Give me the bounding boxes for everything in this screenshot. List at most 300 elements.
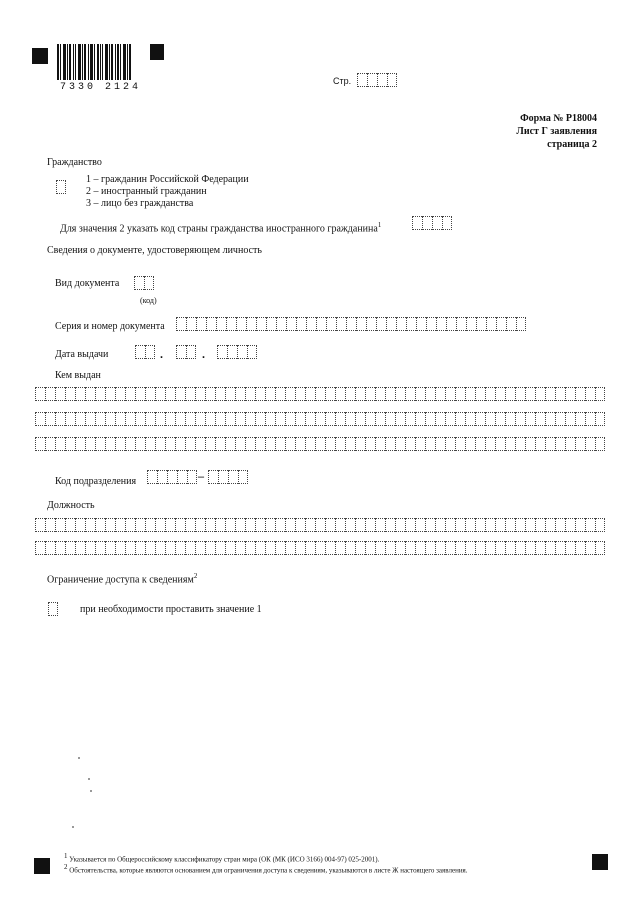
entry-cell[interactable] bbox=[175, 387, 185, 401]
entry-cell[interactable] bbox=[115, 437, 125, 451]
entry-cell[interactable] bbox=[238, 470, 248, 484]
entry-cell[interactable] bbox=[525, 437, 535, 451]
entry-cell[interactable] bbox=[75, 387, 85, 401]
entry-cell[interactable] bbox=[595, 412, 605, 426]
entry-cell[interactable] bbox=[176, 345, 186, 359]
entry-cell[interactable] bbox=[495, 412, 505, 426]
entry-cell[interactable] bbox=[315, 412, 325, 426]
entry-cell[interactable] bbox=[535, 387, 545, 401]
entry-cell[interactable] bbox=[195, 541, 205, 555]
entry-cell[interactable] bbox=[175, 541, 185, 555]
entry-cell[interactable] bbox=[505, 412, 515, 426]
entry-cell[interactable] bbox=[235, 518, 245, 532]
entry-cell[interactable] bbox=[305, 412, 315, 426]
entry-cell[interactable] bbox=[296, 317, 306, 331]
entry-cell[interactable] bbox=[196, 317, 206, 331]
entry-cell[interactable] bbox=[395, 541, 405, 555]
entry-cell[interactable] bbox=[367, 73, 377, 87]
entry-cell[interactable] bbox=[205, 518, 215, 532]
entry-cell[interactable] bbox=[375, 387, 385, 401]
entry-cell[interactable] bbox=[255, 437, 265, 451]
entry-cell[interactable] bbox=[175, 437, 185, 451]
entry-cell[interactable] bbox=[35, 387, 45, 401]
entry-cell[interactable] bbox=[595, 541, 605, 555]
entry-cell[interactable] bbox=[305, 437, 315, 451]
entry-cell[interactable] bbox=[195, 518, 205, 532]
entry-cell[interactable] bbox=[515, 518, 525, 532]
entry-cell[interactable] bbox=[387, 73, 397, 87]
entry-cell[interactable] bbox=[165, 541, 175, 555]
entry-cell[interactable] bbox=[575, 387, 585, 401]
entry-cell[interactable] bbox=[315, 437, 325, 451]
entry-cell[interactable] bbox=[35, 541, 45, 555]
entry-cell[interactable] bbox=[415, 541, 425, 555]
entry-cell[interactable] bbox=[305, 541, 315, 555]
entry-cell[interactable] bbox=[345, 437, 355, 451]
entry-cell[interactable] bbox=[375, 437, 385, 451]
entry-cell[interactable] bbox=[485, 412, 495, 426]
entry-cell[interactable] bbox=[145, 541, 155, 555]
entry-cell[interactable] bbox=[415, 387, 425, 401]
entry-cell[interactable] bbox=[445, 412, 455, 426]
entry-cell[interactable] bbox=[295, 518, 305, 532]
entry-cell[interactable] bbox=[545, 437, 555, 451]
entry-cell[interactable] bbox=[55, 412, 65, 426]
entry-cell[interactable] bbox=[445, 437, 455, 451]
issued-by-row-3[interactable] bbox=[35, 437, 605, 451]
entry-cell[interactable] bbox=[55, 541, 65, 555]
entry-cell[interactable] bbox=[285, 387, 295, 401]
entry-cell[interactable] bbox=[406, 317, 416, 331]
entry-cell[interactable] bbox=[295, 541, 305, 555]
entry-cell[interactable] bbox=[377, 73, 387, 87]
entry-cell[interactable] bbox=[145, 518, 155, 532]
entry-cell[interactable] bbox=[215, 437, 225, 451]
entry-cell[interactable] bbox=[155, 437, 165, 451]
entry-cell[interactable] bbox=[205, 437, 215, 451]
entry-cell[interactable] bbox=[585, 437, 595, 451]
entry-cell[interactable] bbox=[135, 345, 145, 359]
entry-cell[interactable] bbox=[225, 412, 235, 426]
entry-cell[interactable] bbox=[365, 518, 375, 532]
entry-cell[interactable] bbox=[185, 518, 195, 532]
entry-cell[interactable] bbox=[385, 518, 395, 532]
entry-cell[interactable] bbox=[56, 180, 66, 194]
entry-cell[interactable] bbox=[385, 541, 395, 555]
entry-cell[interactable] bbox=[495, 541, 505, 555]
entry-cell[interactable] bbox=[75, 518, 85, 532]
entry-cell[interactable] bbox=[165, 412, 175, 426]
entry-cell[interactable] bbox=[265, 541, 275, 555]
entry-cell[interactable] bbox=[85, 541, 95, 555]
entry-cell[interactable] bbox=[135, 518, 145, 532]
entry-cell[interactable] bbox=[176, 317, 186, 331]
country-code-cells[interactable] bbox=[412, 216, 452, 230]
entry-cell[interactable] bbox=[185, 412, 195, 426]
entry-cell[interactable] bbox=[496, 317, 506, 331]
entry-cell[interactable] bbox=[225, 518, 235, 532]
entry-cell[interactable] bbox=[218, 470, 228, 484]
entry-cell[interactable] bbox=[285, 437, 295, 451]
entry-cell[interactable] bbox=[295, 387, 305, 401]
entry-cell[interactable] bbox=[485, 518, 495, 532]
entry-cell[interactable] bbox=[415, 437, 425, 451]
entry-cell[interactable] bbox=[255, 518, 265, 532]
entry-cell[interactable] bbox=[75, 541, 85, 555]
entry-cell[interactable] bbox=[95, 437, 105, 451]
entry-cell[interactable] bbox=[435, 541, 445, 555]
entry-cell[interactable] bbox=[235, 412, 245, 426]
entry-cell[interactable] bbox=[275, 387, 285, 401]
entry-cell[interactable] bbox=[35, 412, 45, 426]
entry-cell[interactable] bbox=[246, 317, 256, 331]
entry-cell[interactable] bbox=[205, 412, 215, 426]
entry-cell[interactable] bbox=[425, 518, 435, 532]
entry-cell[interactable] bbox=[495, 387, 505, 401]
entry-cell[interactable] bbox=[235, 437, 245, 451]
entry-cell[interactable] bbox=[525, 412, 535, 426]
entry-cell[interactable] bbox=[225, 437, 235, 451]
entry-cell[interactable] bbox=[385, 387, 395, 401]
entry-cell[interactable] bbox=[585, 518, 595, 532]
entry-cell[interactable] bbox=[565, 541, 575, 555]
entry-cell[interactable] bbox=[585, 412, 595, 426]
entry-cell[interactable] bbox=[355, 437, 365, 451]
entry-cell[interactable] bbox=[435, 387, 445, 401]
entry-cell[interactable] bbox=[455, 518, 465, 532]
entry-cell[interactable] bbox=[575, 412, 585, 426]
entry-cell[interactable] bbox=[595, 437, 605, 451]
entry-cell[interactable] bbox=[266, 317, 276, 331]
entry-cell[interactable] bbox=[445, 387, 455, 401]
entry-cell[interactable] bbox=[315, 541, 325, 555]
entry-cell[interactable] bbox=[135, 541, 145, 555]
entry-cell[interactable] bbox=[165, 518, 175, 532]
entry-cell[interactable] bbox=[45, 387, 55, 401]
entry-cell[interactable] bbox=[45, 518, 55, 532]
entry-cell[interactable] bbox=[335, 437, 345, 451]
entry-cell[interactable] bbox=[515, 541, 525, 555]
entry-cell[interactable] bbox=[115, 518, 125, 532]
entry-cell[interactable] bbox=[345, 518, 355, 532]
entry-cell[interactable] bbox=[395, 518, 405, 532]
entry-cell[interactable] bbox=[55, 387, 65, 401]
entry-cell[interactable] bbox=[405, 412, 415, 426]
entry-cell[interactable] bbox=[445, 541, 455, 555]
entry-cell[interactable] bbox=[475, 437, 485, 451]
entry-cell[interactable] bbox=[95, 541, 105, 555]
entry-cell[interactable] bbox=[286, 317, 296, 331]
entry-cell[interactable] bbox=[335, 412, 345, 426]
entry-cell[interactable] bbox=[215, 541, 225, 555]
entry-cell[interactable] bbox=[405, 541, 415, 555]
entry-cell[interactable] bbox=[475, 412, 485, 426]
entry-cell[interactable] bbox=[355, 387, 365, 401]
entry-cell[interactable] bbox=[175, 412, 185, 426]
entry-cell[interactable] bbox=[105, 387, 115, 401]
entry-cell[interactable] bbox=[155, 412, 165, 426]
entry-cell[interactable] bbox=[206, 317, 216, 331]
entry-cell[interactable] bbox=[65, 387, 75, 401]
entry-cell[interactable] bbox=[235, 541, 245, 555]
entry-cell[interactable] bbox=[455, 387, 465, 401]
entry-cell[interactable] bbox=[375, 518, 385, 532]
entry-cell[interactable] bbox=[105, 437, 115, 451]
entry-cell[interactable] bbox=[228, 470, 238, 484]
entry-cell[interactable] bbox=[485, 437, 495, 451]
entry-cell[interactable] bbox=[48, 602, 58, 616]
entry-cell[interactable] bbox=[325, 412, 335, 426]
entry-cell[interactable] bbox=[45, 541, 55, 555]
entry-cell[interactable] bbox=[465, 412, 475, 426]
entry-cell[interactable] bbox=[595, 518, 605, 532]
entry-cell[interactable] bbox=[205, 387, 215, 401]
entry-cell[interactable] bbox=[105, 518, 115, 532]
entry-cell[interactable] bbox=[255, 541, 265, 555]
entry-cell[interactable] bbox=[465, 437, 475, 451]
entry-cell[interactable] bbox=[335, 518, 345, 532]
entry-cell[interactable] bbox=[145, 412, 155, 426]
entry-cell[interactable] bbox=[285, 541, 295, 555]
entry-cell[interactable] bbox=[35, 518, 45, 532]
series-number-cells[interactable] bbox=[176, 317, 526, 331]
entry-cell[interactable] bbox=[345, 412, 355, 426]
entry-cell[interactable] bbox=[325, 387, 335, 401]
entry-cell[interactable] bbox=[476, 317, 486, 331]
entry-cell[interactable] bbox=[355, 518, 365, 532]
entry-cell[interactable] bbox=[105, 412, 115, 426]
entry-cell[interactable] bbox=[335, 387, 345, 401]
entry-cell[interactable] bbox=[226, 317, 236, 331]
entry-cell[interactable] bbox=[335, 541, 345, 555]
entry-cell[interactable] bbox=[45, 437, 55, 451]
entry-cell[interactable] bbox=[175, 518, 185, 532]
entry-cell[interactable] bbox=[115, 541, 125, 555]
entry-cell[interactable] bbox=[595, 387, 605, 401]
entry-cell[interactable] bbox=[125, 541, 135, 555]
entry-cell[interactable] bbox=[95, 387, 105, 401]
entry-cell[interactable] bbox=[486, 317, 496, 331]
entry-cell[interactable] bbox=[445, 518, 455, 532]
entry-cell[interactable] bbox=[475, 518, 485, 532]
entry-cell[interactable] bbox=[187, 470, 197, 484]
entry-cell[interactable] bbox=[465, 387, 475, 401]
entry-cell[interactable] bbox=[405, 437, 415, 451]
entry-cell[interactable] bbox=[426, 317, 436, 331]
entry-cell[interactable] bbox=[186, 345, 196, 359]
entry-cell[interactable] bbox=[45, 412, 55, 426]
entry-cell[interactable] bbox=[465, 541, 475, 555]
entry-cell[interactable] bbox=[125, 412, 135, 426]
entry-cell[interactable] bbox=[155, 541, 165, 555]
entry-cell[interactable] bbox=[275, 541, 285, 555]
entry-cell[interactable] bbox=[125, 387, 135, 401]
page-number-cells[interactable] bbox=[357, 73, 397, 87]
entry-cell[interactable] bbox=[375, 541, 385, 555]
entry-cell[interactable] bbox=[316, 317, 326, 331]
entry-cell[interactable] bbox=[545, 518, 555, 532]
entry-cell[interactable] bbox=[535, 541, 545, 555]
entry-cell[interactable] bbox=[265, 437, 275, 451]
entry-cell[interactable] bbox=[415, 412, 425, 426]
entry-cell[interactable] bbox=[216, 317, 226, 331]
entry-cell[interactable] bbox=[225, 387, 235, 401]
entry-cell[interactable] bbox=[185, 541, 195, 555]
entry-cell[interactable] bbox=[525, 518, 535, 532]
entry-cell[interactable] bbox=[245, 437, 255, 451]
entry-cell[interactable] bbox=[385, 437, 395, 451]
entry-cell[interactable] bbox=[365, 541, 375, 555]
entry-cell[interactable] bbox=[412, 216, 422, 230]
issued-by-row-2[interactable] bbox=[35, 412, 605, 426]
entry-cell[interactable] bbox=[95, 412, 105, 426]
entry-cell[interactable] bbox=[455, 412, 465, 426]
entry-cell[interactable] bbox=[585, 541, 595, 555]
entry-cell[interactable] bbox=[135, 387, 145, 401]
entry-cell[interactable] bbox=[446, 317, 456, 331]
entry-cell[interactable] bbox=[145, 345, 155, 359]
entry-cell[interactable] bbox=[325, 541, 335, 555]
entry-cell[interactable] bbox=[237, 345, 247, 359]
entry-cell[interactable] bbox=[505, 518, 515, 532]
entry-cell[interactable] bbox=[422, 216, 432, 230]
entry-cell[interactable] bbox=[515, 412, 525, 426]
entry-cell[interactable] bbox=[365, 387, 375, 401]
entry-cell[interactable] bbox=[85, 518, 95, 532]
entry-cell[interactable] bbox=[236, 317, 246, 331]
entry-cell[interactable] bbox=[215, 518, 225, 532]
entry-cell[interactable] bbox=[195, 412, 205, 426]
entry-cell[interactable] bbox=[145, 387, 155, 401]
division-code-cells-1[interactable] bbox=[147, 470, 197, 484]
entry-cell[interactable] bbox=[265, 518, 275, 532]
entry-cell[interactable] bbox=[157, 470, 167, 484]
entry-cell[interactable] bbox=[125, 518, 135, 532]
entry-cell[interactable] bbox=[555, 541, 565, 555]
entry-cell[interactable] bbox=[155, 518, 165, 532]
access-cell[interactable] bbox=[48, 602, 58, 616]
entry-cell[interactable] bbox=[555, 412, 565, 426]
entry-cell[interactable] bbox=[395, 412, 405, 426]
entry-cell[interactable] bbox=[545, 541, 555, 555]
entry-cell[interactable] bbox=[134, 276, 144, 290]
entry-cell[interactable] bbox=[325, 518, 335, 532]
entry-cell[interactable] bbox=[575, 437, 585, 451]
citizenship-cell[interactable] bbox=[56, 180, 66, 194]
entry-cell[interactable] bbox=[435, 437, 445, 451]
entry-cell[interactable] bbox=[215, 412, 225, 426]
entry-cell[interactable] bbox=[365, 412, 375, 426]
entry-cell[interactable] bbox=[425, 541, 435, 555]
entry-cell[interactable] bbox=[205, 541, 215, 555]
entry-cell[interactable] bbox=[55, 518, 65, 532]
entry-cell[interactable] bbox=[115, 412, 125, 426]
entry-cell[interactable] bbox=[365, 437, 375, 451]
entry-cell[interactable] bbox=[275, 437, 285, 451]
entry-cell[interactable] bbox=[65, 412, 75, 426]
entry-cell[interactable] bbox=[435, 518, 445, 532]
entry-cell[interactable] bbox=[256, 317, 266, 331]
entry-cell[interactable] bbox=[155, 387, 165, 401]
entry-cell[interactable] bbox=[295, 437, 305, 451]
entry-cell[interactable] bbox=[275, 518, 285, 532]
entry-cell[interactable] bbox=[305, 387, 315, 401]
entry-cell[interactable] bbox=[525, 387, 535, 401]
entry-cell[interactable] bbox=[265, 412, 275, 426]
position-row-2[interactable] bbox=[35, 541, 605, 555]
entry-cell[interactable] bbox=[65, 541, 75, 555]
entry-cell[interactable] bbox=[525, 541, 535, 555]
entry-cell[interactable] bbox=[167, 470, 177, 484]
entry-cell[interactable] bbox=[65, 518, 75, 532]
entry-cell[interactable] bbox=[75, 412, 85, 426]
entry-cell[interactable] bbox=[376, 317, 386, 331]
division-code-cells-2[interactable] bbox=[208, 470, 248, 484]
entry-cell[interactable] bbox=[345, 387, 355, 401]
entry-cell[interactable] bbox=[495, 518, 505, 532]
entry-cell[interactable] bbox=[425, 412, 435, 426]
entry-cell[interactable] bbox=[416, 317, 426, 331]
entry-cell[interactable] bbox=[455, 541, 465, 555]
entry-cell[interactable] bbox=[485, 387, 495, 401]
entry-cell[interactable] bbox=[395, 437, 405, 451]
entry-cell[interactable] bbox=[208, 470, 218, 484]
entry-cell[interactable] bbox=[555, 518, 565, 532]
entry-cell[interactable] bbox=[585, 387, 595, 401]
entry-cell[interactable] bbox=[245, 541, 255, 555]
entry-cell[interactable] bbox=[75, 437, 85, 451]
entry-cell[interactable] bbox=[405, 518, 415, 532]
entry-cell[interactable] bbox=[276, 317, 286, 331]
entry-cell[interactable] bbox=[565, 387, 575, 401]
entry-cell[interactable] bbox=[325, 437, 335, 451]
entry-cell[interactable] bbox=[147, 470, 157, 484]
entry-cell[interactable] bbox=[245, 518, 255, 532]
entry-cell[interactable] bbox=[425, 387, 435, 401]
entry-cell[interactable] bbox=[186, 317, 196, 331]
issued-by-row-1[interactable] bbox=[35, 387, 605, 401]
entry-cell[interactable] bbox=[575, 541, 585, 555]
entry-cell[interactable] bbox=[315, 387, 325, 401]
entry-cell[interactable] bbox=[95, 518, 105, 532]
entry-cell[interactable] bbox=[55, 437, 65, 451]
position-row-1[interactable] bbox=[35, 518, 605, 532]
entry-cell[interactable] bbox=[425, 437, 435, 451]
entry-cell[interactable] bbox=[505, 387, 515, 401]
entry-cell[interactable] bbox=[227, 345, 237, 359]
entry-cell[interactable] bbox=[516, 317, 526, 331]
entry-cell[interactable] bbox=[195, 437, 205, 451]
entry-cell[interactable] bbox=[235, 387, 245, 401]
entry-cell[interactable] bbox=[145, 437, 155, 451]
issue-day-cells[interactable] bbox=[135, 345, 155, 359]
entry-cell[interactable] bbox=[555, 387, 565, 401]
entry-cell[interactable] bbox=[357, 73, 367, 87]
entry-cell[interactable] bbox=[144, 276, 154, 290]
entry-cell[interactable] bbox=[165, 387, 175, 401]
entry-cell[interactable] bbox=[305, 518, 315, 532]
entry-cell[interactable] bbox=[35, 437, 45, 451]
entry-cell[interactable] bbox=[115, 387, 125, 401]
entry-cell[interactable] bbox=[366, 317, 376, 331]
entry-cell[interactable] bbox=[535, 518, 545, 532]
entry-cell[interactable] bbox=[535, 412, 545, 426]
entry-cell[interactable] bbox=[217, 345, 227, 359]
entry-cell[interactable] bbox=[495, 437, 505, 451]
entry-cell[interactable] bbox=[405, 387, 415, 401]
entry-cell[interactable] bbox=[442, 216, 452, 230]
entry-cell[interactable] bbox=[195, 387, 205, 401]
